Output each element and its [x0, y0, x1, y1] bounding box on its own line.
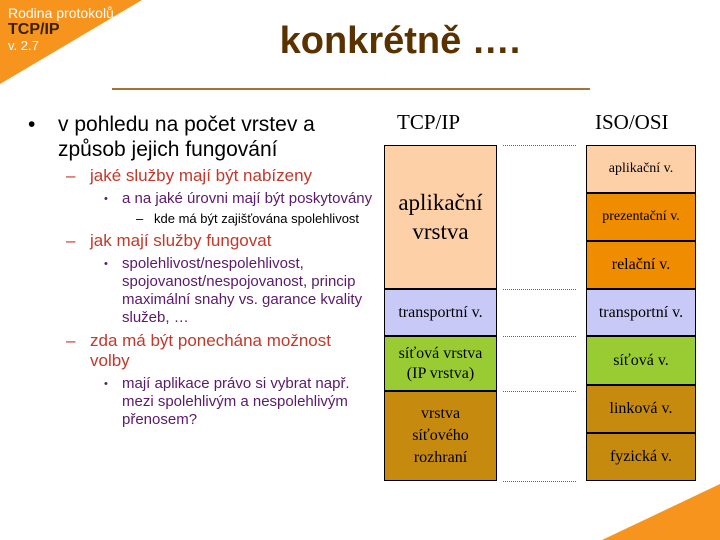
connector-line [503, 481, 576, 482]
osi-session-layer: relační v. [586, 241, 696, 289]
bullet-q2-a-text: spolehlivost/nespolehlivost, spojovanost/nespojovanost, princip maximální snahy vs. garance kvality služeb, … [122, 255, 363, 326]
bullet-q1-a-i [136, 211, 373, 227]
bullet-q2 [66, 231, 373, 251]
tcpip-header: TCP/IP [397, 110, 461, 134]
course-version: v. 2.7 [8, 37, 39, 53]
bullet-q1-a [104, 190, 373, 208]
tcpip-network-layer [384, 336, 497, 391]
bullet-dot-icon: • [28, 113, 36, 136]
osi-application-layer: aplikační v. [586, 145, 696, 193]
bullet-q1-a-i-text: kde má být zajišťována spolehlivost [154, 211, 360, 226]
tcpip-network-line2: (IP vrstva) [406, 364, 475, 382]
bullet-q1-a-text: a na jaké úrovni mají být poskytovány [122, 190, 373, 207]
bullet-main-text: v pohledu na počet vrstev a způsob jejich fungování [58, 113, 315, 161]
dash-icon: – [66, 166, 76, 185]
osi-network-layer: síťová v. [586, 336, 696, 385]
osi-physical-layer: fyzická v. [586, 433, 696, 481]
bullet-q2-text: jak mají služby fungovat [90, 231, 272, 250]
bullet-q3-a [104, 375, 373, 429]
tcpip-network-line1: síťová vrstva [398, 344, 483, 362]
bullet-list [28, 112, 373, 429]
bullet-dot-icon: • [104, 378, 108, 390]
tcpip-transport-layer: transportní v. [384, 289, 497, 336]
title-divider [112, 88, 590, 90]
bullet-q1-text: jaké služby mají být nabízeny [90, 166, 313, 185]
connector-line [503, 145, 576, 146]
bullet-q2-a [104, 255, 373, 327]
connector-line [503, 336, 576, 337]
bullet-q3 [66, 331, 373, 371]
bullet-q3-text: zda má být ponechána možnost volby [90, 331, 331, 370]
bullet-q3-a-text: mají aplikace právo si vybrat např. mezi spolehlivým a nespolehlivým přenosem? [122, 375, 350, 428]
osi-presentation-layer: prezentační v. [586, 193, 696, 241]
corner-decoration-bottom-right [602, 484, 720, 540]
tcpip-interface-layer: vrstva síťového rozhraní [384, 391, 497, 481]
bullet-q1 [66, 166, 373, 186]
dash-icon: – [66, 331, 76, 350]
course-label [8, 6, 114, 53]
osi-header: ISO/OSI [595, 110, 669, 134]
bullet-dot-icon: • [104, 258, 108, 270]
dash-icon: – [136, 211, 144, 226]
course-name: TCP/IP [8, 21, 60, 39]
bullet-dot-icon: • [104, 193, 108, 205]
connector-line [503, 391, 576, 392]
tcpip-application-layer: aplikační vrstva [384, 145, 497, 289]
course-family: Rodina protokolů [8, 5, 114, 21]
slide-title: konkrétně …. [279, 20, 521, 62]
bullet-main [28, 112, 373, 162]
dash-icon: – [66, 231, 76, 250]
osi-transport-layer: transportní v. [586, 289, 696, 336]
connector-line [503, 289, 576, 290]
osi-link-layer: linková v. [586, 385, 696, 433]
